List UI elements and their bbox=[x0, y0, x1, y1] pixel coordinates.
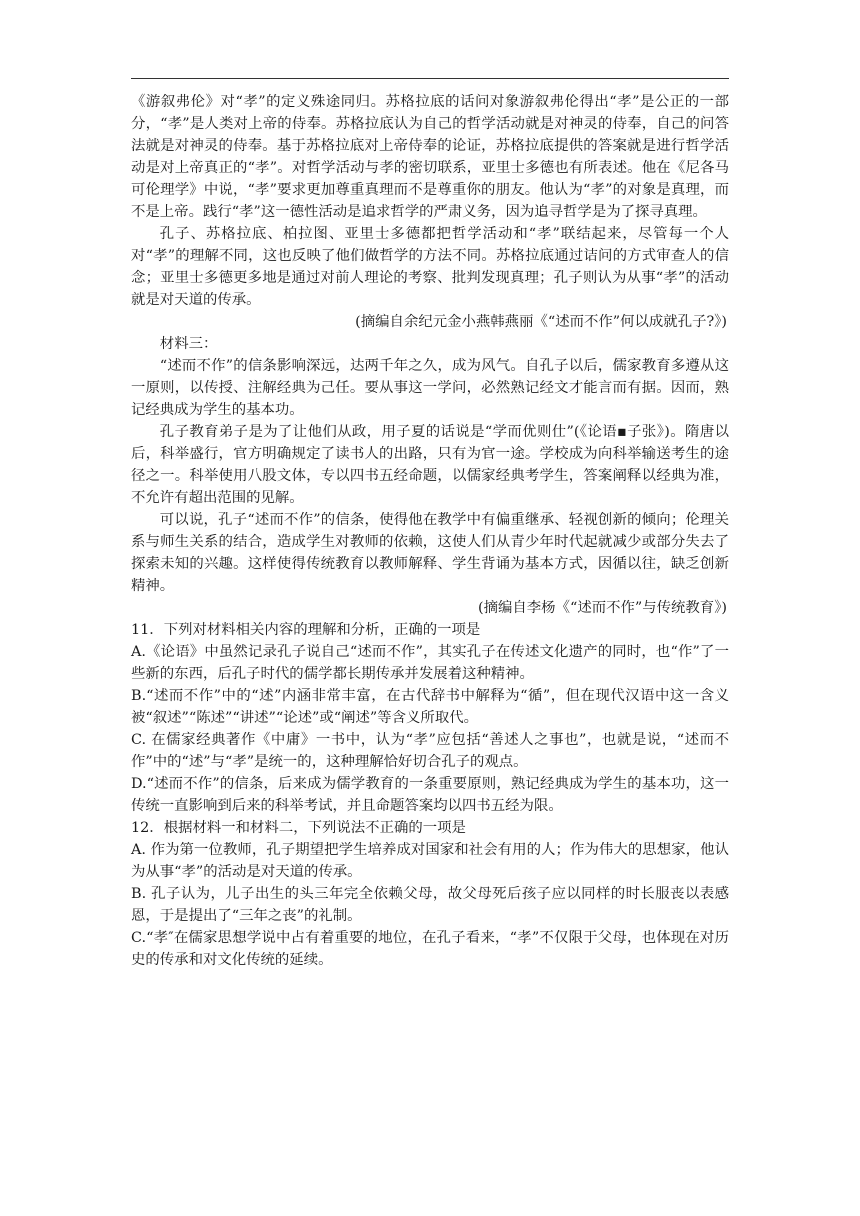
question-stem: 11．下列对材料相关内容的理解和分析，正确的一项是 bbox=[131, 622, 481, 638]
paragraph: 《游叙弗伦》对“孝”的定义殊途同归。苏格拉底的话问对象游叙弗伦得出“孝”是公正的一部分，“孝”是人类对上帝的侍奉。苏格拉底认为自己的哲学活动就是对神灵的侍奉，自己的问答法就是对神灵的侍奉。基于苏格拉底对上帝侍奉的论证，苏格拉底提供的答案就是进行哲学活动是对上帝真正的“孝”。对哲学活动与孝的密切联系，亚里士多德也有所表述。他在《尼各马可伦理学》中说，“孝”要求更加尊重真理而不是尊重你的朋友。他认为“孝”的对象是真理，而不是上帝。践行“孝”这一德性活动是追求哲学的严肃义务，因为追寻哲学是为了探寻真理。 bbox=[131, 94, 729, 220]
document-body bbox=[131, 91, 729, 971]
answer-option: D.“述而不作”的信条，后来成为儒学教育的一条重要原则，熟记经典成为学生的基本功，这一传统一直影响到后来的科举考试，并且命题答案均以四书五经为限。 bbox=[131, 776, 729, 814]
answer-option: A.《论语》中虽然记录孔子说自己“述而不作”，其实孔子在传述文化遗产的同时，也“作”了一些新的东西，后孔子时代的儒学都长期传承并发展着这种精神。 bbox=[131, 644, 729, 682]
question-stem: 12．根据材料一和材料二，下列说法不正确的一项是 bbox=[131, 820, 466, 836]
paragraph: 孔子教育弟子是为了让他们从政，用子夏的话说是“学而优则仕”(《论语▪子张》)。隋唐以后，科举盛行，官方明确规定了读书人的出路，只有为官一途。学校成为向科举输送考生的途径之一。科举使用八股文体，专以四书五经命题，以儒家经典考学生，答案阐释以经典为准，不允许有超出范围的见解。 bbox=[131, 424, 729, 506]
header-rule bbox=[131, 78, 729, 79]
answer-option: C. 在儒家经典著作《中庸》一书中，认为“孝”应包括“善述人之事也”，也就是说，“述而不作”中的“述”与“孝”是统一的，这种理解恰好切合孔子的观点。 bbox=[131, 732, 729, 770]
source-citation: (摘编自余纪元金小燕韩燕丽《“述而不作”何以成就孔子?》) bbox=[355, 314, 727, 330]
paragraph: 孔子、苏格拉底、柏拉图、亚里士多德都把哲学活动和“孝”联结起来，尽管每一个人对“孝”的理解不同，这也反映了他们做哲学的方法不同。苏格拉底通过诘问的方式审查人的信念；亚里士多德更多地是通过对前人理论的考察、批判发现真理；孔子则认为从事“孝”的活动就是对天道的传承。 bbox=[131, 226, 729, 308]
section-heading: 材料三： bbox=[159, 336, 218, 352]
answer-option: C.“孝″在儒家思想学说中占有着重要的地位，在孔子看来，“孝”不仅限于父母，也体现在对历史的传承和对文化传统的延续。 bbox=[131, 930, 729, 968]
answer-option: B. 孔子认为，儿子出生的头三年完全依赖父母，故父母死后孩子应以同样的时长服丧以表感恩，于是提出了“三年之丧”的礼制。 bbox=[131, 886, 729, 924]
paragraph: 可以说，孔子“述而不作”的信条，使得他在教学中有偏重继承、轻视创新的倾向；伦理关系与师生关系的结合，造成学生对教师的依赖，这使人们从青少年时代起就减少或部分失去了探索未知的兴趣。这样使得传统教育以教师解释、学生背诵为基本方式，因循以往，缺乏创新精神。 bbox=[131, 512, 729, 594]
answer-option: A. 作为第一位教师，孔子期望把学生培养成对国家和社会有用的人；作为伟大的思想家，他认为从事“孝”的活动是对天道的传承。 bbox=[131, 842, 729, 880]
paragraph: “述而不作”的信条影响深远，达两千年之久，成为风气。自孔子以后，儒家教育多遵从这一原则，以传授、注解经典为己任。要从事这一学问，必然熟记经文才能言而有据。因而，熟记经典成为学生的基本功。 bbox=[131, 358, 729, 418]
source-citation: (摘编自李杨《“述而不作”与传统教育》) bbox=[478, 600, 727, 616]
answer-option: B.“述而不作”中的“述”内涵非常丰富，在古代辞书中解释为“循”，但在现代汉语中这一含义被“叙述”“陈述”“讲述”“论述”或“阐述”等含义所取代。 bbox=[131, 688, 729, 726]
